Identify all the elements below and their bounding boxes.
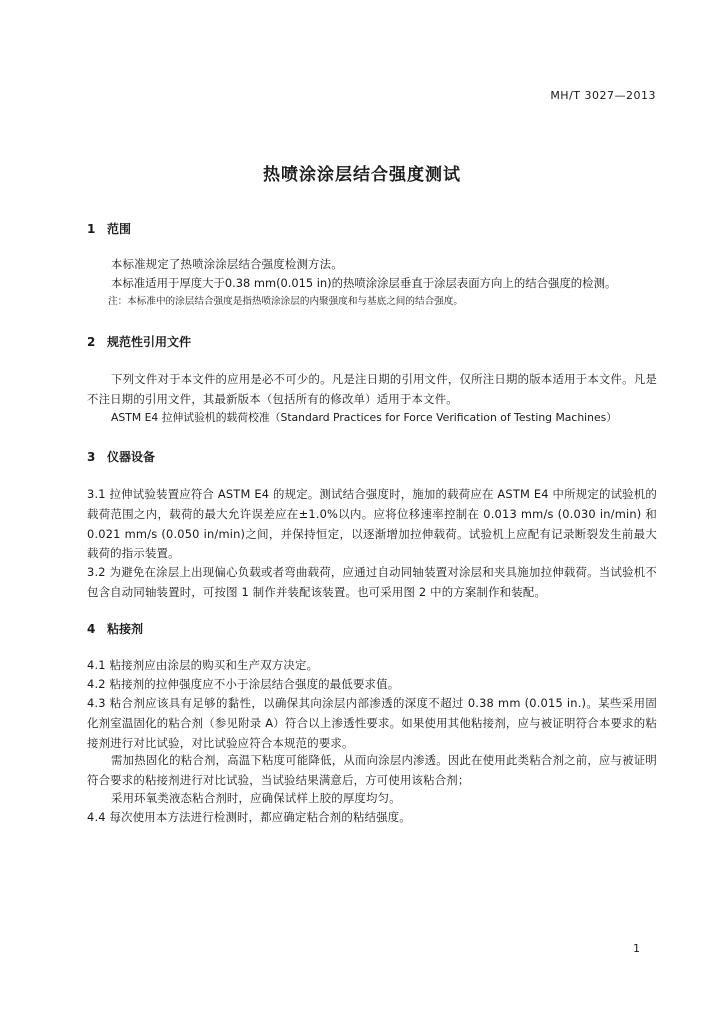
page-number: 1 (633, 942, 640, 955)
section-title: 规范性引用文件 (107, 335, 192, 349)
section-4-clause: 4.1 粘接剂应由涂层的购买和生产双方决定。 (87, 658, 319, 672)
section-2-paragraph: 下列文件对于本文件的应用是必不可少的。凡是注日期的引用文件，仅所注日期的版本适用于本文件。凡是不注日期的引用文件，其最新版本（包括所有的修改单）适用于本文件。 (87, 372, 657, 406)
standard-code: MH/T 3027—2013 (550, 89, 656, 102)
section-4-clause: 4.4 每次使用本方法进行检测时，都应确定粘合剂的粘结强度。 (87, 810, 411, 824)
section-2-heading (87, 333, 191, 350)
section-2-reference: ASTM E4 拉伸试验机的载荷校准（Standard Practices for Force Verification of Testing Machines） (111, 411, 618, 424)
section-4-paragraph: 采用环氧类液态粘合剂时，应确保试样上胶的厚度均匀。 (111, 791, 401, 805)
section-number: 3 (87, 450, 96, 464)
section-title: 仪器设备 (107, 450, 156, 464)
section-4-clause: 4.2 粘接剂的拉伸强度应不小于涂层结合强度的最低要求值。 (87, 677, 400, 691)
section-4-paragraph: 需加热固化的粘合剂，高温下粘度可能降低，从而向涂层内渗透。因此在使用此类粘合剂之前，应与被证明符合要求的粘接剂进行对比试验，当试验结果满意后，方可使用该粘合剂； (87, 753, 657, 787)
section-number: 4 (87, 622, 96, 636)
section-number: 1 (87, 222, 96, 236)
section-1-paragraph: 本标准规定了热喷涂涂层结合强度检测方法。 (111, 257, 343, 271)
section-4-heading (87, 620, 143, 637)
page-title: 热喷涂涂层结合强度测试 (263, 165, 461, 185)
section-3-heading (87, 448, 155, 465)
section-4-clause: 4.3 粘合剂应该具有足够的黏性，以确保其向涂层内部渗透的深度不超过 0.38 mm (0.015 in.)。某些采用固化剂室温固化的粘合剂（参见附录 A）符合以上渗透性要求。如果使用其他粘接剂，应与被证明符合本要求的粘接剂进行对比试验，对比试验应符合本规范的要求。 (87, 696, 657, 750)
section-title: 粘接剂 (107, 622, 144, 636)
section-1-paragraph: 本标准适用于厚度大于0.38 mm(0.015 in)的热喷涂涂层垂直于涂层表面方向上的结合强度的检测。 (111, 276, 617, 290)
section-3-clause: 3.2 为避免在涂层上出现偏心负载或者弯曲载荷，应通过自动同轴装置对涂层和夹具施加拉伸载荷。当试验机不包含自动同轴装置时，可按图 1 制作并装配该装置。也可采用图 2 中的方案制作和装配。 (87, 565, 657, 599)
section-1-heading (87, 220, 131, 237)
section-1-note: 注：本标准中的涂层结合强度是指热喷涂涂层的内聚强度和与基底之间的结合强度。 (108, 296, 463, 307)
section-title: 范围 (107, 222, 132, 236)
section-3-clause: 3.1 拉伸试验装置应符合 ASTM E4 的规定。测试结合强度时，施加的载荷应在 ASTM E4 中所规定的试验机的载荷范围之内，载荷的最大允许误差应在±1.0%以内。应将位移速率控制在 0.013 mm/s (0.030 in/min) 和 0.021 mm/s (0.050 in/min)之间，并保持恒定，以逐渐增加拉伸载荷。试验机上应配有记录断裂发生前最大载荷的指示装置。 (87, 487, 657, 561)
section-number: 2 (87, 335, 96, 349)
